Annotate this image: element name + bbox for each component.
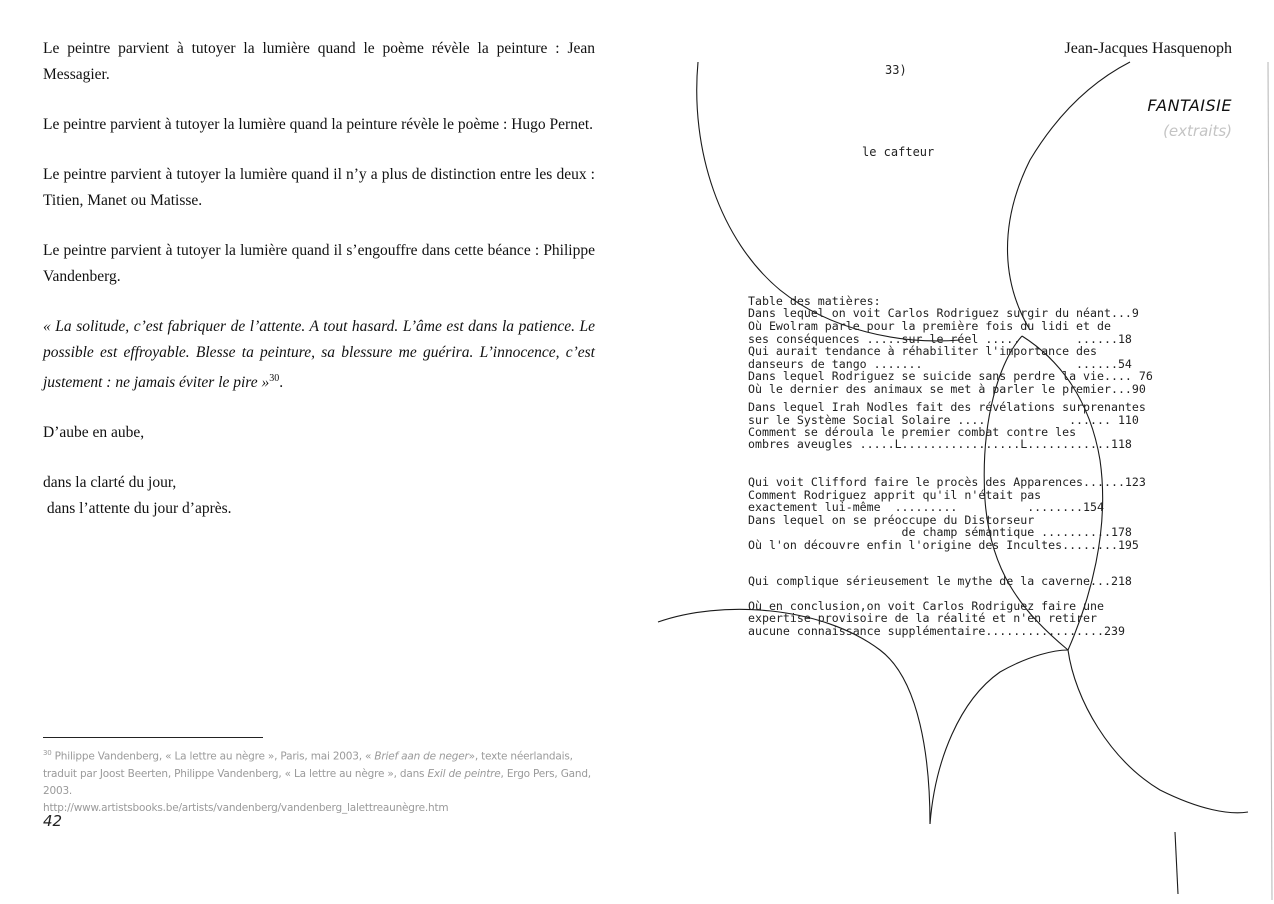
toc-line: danseurs de tango ....... ......54 <box>748 357 1132 371</box>
toc-line: Qui complique sérieusement le mythe de la caverne...218 <box>748 574 1132 588</box>
toc-line: Dans lequel Rodriguez se suicide sans perdre la vie.... 76 <box>748 369 1153 383</box>
footnote-title-1: Brief aan de neger <box>374 750 469 763</box>
section-subtitle: (extraits) <box>1163 122 1232 140</box>
paragraph-vandenberg: Le peintre parvient à tutoyer la lumière quand il s’engouffre dans cette béance : Philippe Vandenberg. <box>43 242 595 285</box>
paragraph-messagier: Le peintre parvient à tutoyer la lumière quand le poème révèle la peinture : Jean Messagier. <box>43 40 595 83</box>
toc-line: Comment Rodriguez apprit qu'il n'était pas <box>748 488 1042 502</box>
toc-line: Où l'on découvre enfin l'origine des Incultes........195 <box>748 538 1139 552</box>
toc-line: Dans lequel on voit Carlos Rodriguez surgir du néant...9 <box>748 306 1139 320</box>
toc-line: Qui aurait tendance à réhabiliter l'importance des <box>748 344 1098 358</box>
toc-line: sur le Système Social Solaire .... ...... 110 <box>748 413 1139 427</box>
footnote-text-b: », texte néerlandais, traduit par Joost Beerten, Philippe Vandenberg, « La lettre au nègre », dans <box>43 750 573 780</box>
page-number: 42 <box>43 812 63 830</box>
quote-end: . <box>279 374 284 392</box>
toc-line: Où Ewolram parle pour la première fois du lidi et de <box>748 319 1111 333</box>
quote-text: « La solitude, c’est fabriquer de l’attente. A tout hasard. L’âme est dans la patience. Le possible est effroyable. Blesse ta peinture, sa blessure me guérira. L’innocence, c’est justement : ne jamais éviter le pire » <box>43 318 595 392</box>
footnote-text-a: Philippe Vandenberg, « La lettre au nègre », Paris, mai 2003, « <box>51 750 375 763</box>
toc-line: de champ sémantique ..........178 <box>748 525 1132 539</box>
footnote-ref[interactable]: 30 <box>269 373 280 384</box>
typed-page-number: 33) <box>885 63 907 77</box>
paragraph-pernet: Le peintre parvient à tutoyer la lumière quand la peinture révèle le poème : Hugo Pernet. <box>43 116 594 133</box>
footnote-number: 30 <box>43 749 52 757</box>
verse-line-2: dans la clarté du jour, <box>43 474 177 492</box>
section-title: FANTAISIE <box>1147 96 1232 115</box>
paragraph-titien: Le peintre parvient à tutoyer la lumière quand il n’y a plus de distinction entre les deux : Titien, Manet ou Matisse. <box>43 166 595 209</box>
typed-chapter-title: le cafteur <box>862 145 935 159</box>
verse-line-1: D’aube en aube, <box>43 424 145 442</box>
verse-line-3: dans l’attente du jour d’après. <box>43 500 232 518</box>
toc-line: Dans lequel on se préoccupe du Distorseur <box>748 513 1035 527</box>
toc-line: Comment se déroula le premier combat contre les <box>748 425 1077 439</box>
toc-line: Où en conclusion,on voit Carlos Rodriguez faire une <box>748 599 1104 613</box>
toc-line: Dans lequel Irah Nodles fait des révélations surprenantes <box>748 400 1146 414</box>
toc-line: exactement lui-même ......... ........154 <box>748 500 1104 514</box>
toc-heading: Table des matières: <box>748 294 881 308</box>
footnote-title-2: Exil de peintre <box>427 767 501 780</box>
toc-line: expertise provisoire de la réalité et n'en retirer <box>748 611 1098 625</box>
toc-line: ses conséquences .....sur le réel ..... ......18 <box>748 332 1132 346</box>
toc-line: Où le dernier des animaux se met à parler le premier...90 <box>748 382 1146 396</box>
toc-line: Qui voit Clifford faire le procès des Apparences......123 <box>748 475 1146 489</box>
footnote-url[interactable]: http://www.artistsbooks.be/artists/vandenberg/vandenberg_lalettreaunègre.htm <box>43 801 449 814</box>
author-name: Jean-Jacques Hasquenoph <box>1064 40 1232 57</box>
footnote-text-c: , Ergo Pers, Gand, 2003. <box>43 767 591 797</box>
toc-line: ombres aveugles .....L.................L............118 <box>748 437 1132 451</box>
toc-line: aucune connaissance supplémentaire.................239 <box>748 624 1125 638</box>
